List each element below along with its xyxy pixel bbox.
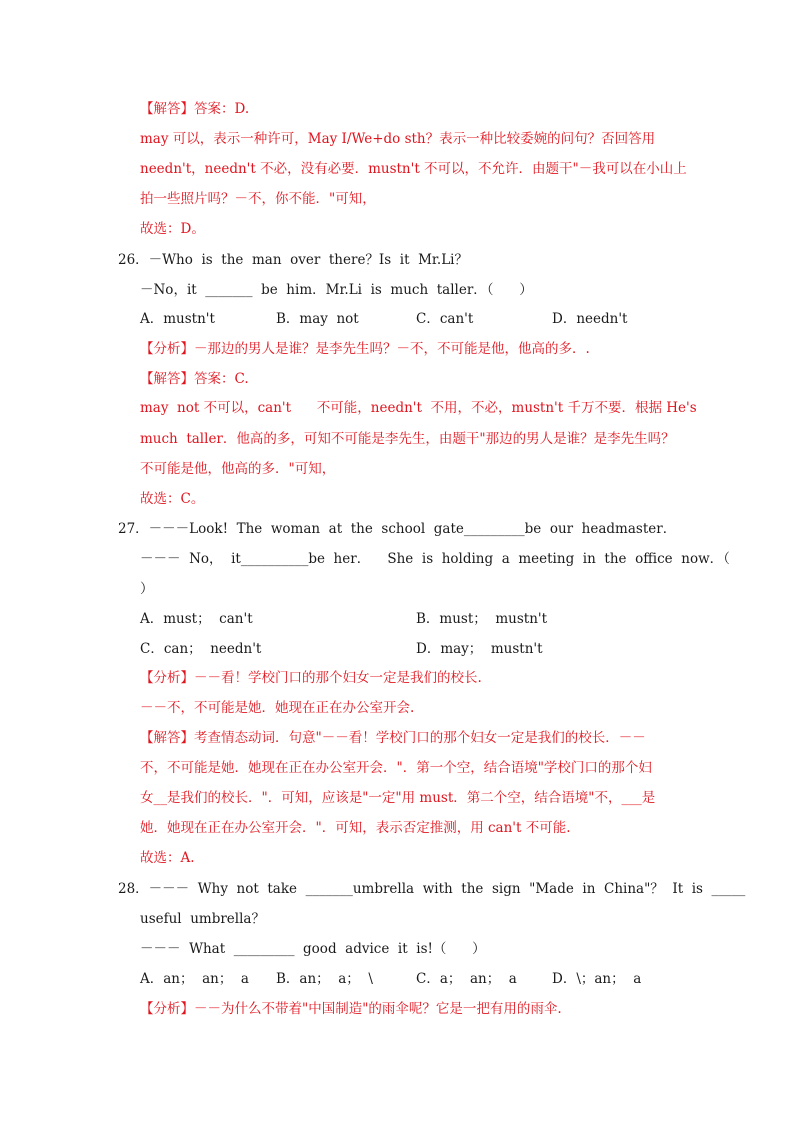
conclusion-line: 故选：C。 bbox=[140, 491, 205, 507]
option-d: D．needn't bbox=[552, 311, 628, 327]
option-c: C．can't bbox=[416, 311, 474, 327]
option-a: A．an； an； a bbox=[140, 971, 249, 987]
option-b: B．an； a； \ bbox=[276, 971, 373, 987]
explanation-line: 【解答】考查情态动词．句意"－－看！学校门口的那个妇女一定是我们的校长．－－ bbox=[140, 730, 646, 746]
option-d: D．may； mustn't bbox=[416, 641, 543, 657]
option-c: C．can； needn't bbox=[140, 641, 262, 657]
option-b: B．may not bbox=[276, 311, 359, 327]
analysis-line: 【分析】－那边的男人是谁？是李先生吗？－不，不可能是他，他高的多．. bbox=[140, 341, 590, 357]
question-stem: 27．－－－Look! The woman at the school gate_________be our headmaster． bbox=[118, 521, 677, 537]
explanation-line: 女__是我们的校长．"．可知，应该是"一定"用 must．第二个空，结合语境"不，___是 bbox=[140, 790, 656, 806]
explanation-line: needn't，needn't 不必，没有必要．mustn't 不可以，不允许．由题干"－我可以在小山上 bbox=[140, 161, 687, 177]
analysis-line: 【分析】－－看！学校门口的那个妇女一定是我们的校长. bbox=[140, 670, 482, 686]
option-c: C．a； an； a bbox=[416, 971, 517, 987]
question-stem: 26．－Who is the man over there？Is it Mr.Li？ bbox=[118, 252, 468, 268]
option-b: B．must； mustn't bbox=[416, 611, 548, 627]
explanation-line: 拍一些照片吗？－不，你不能．"可知， bbox=[140, 191, 376, 207]
explanation-line: much taller．他高的多，可知不可能是李先生，由题干"那边的男人是谁？是李先生吗？ bbox=[140, 431, 675, 447]
option-a: A．must； can't bbox=[140, 611, 253, 627]
analysis-line: －－不，不可能是她．她现在正在办公室开会. bbox=[140, 700, 415, 716]
explanation-line: 不可能是他，他高的多．"可知， bbox=[140, 461, 336, 477]
answer-line: 【解答】答案：D. bbox=[140, 101, 250, 117]
analysis-line: 【分析】－－为什么不带着"中国制造"的雨伞呢？它是一把有用的雨伞. bbox=[140, 1001, 562, 1017]
explanation-line: 她．她现在正在办公室开会．"．可知，表示否定推测，用 can't 不可能. bbox=[140, 820, 571, 836]
question-stem: ） bbox=[140, 581, 154, 597]
conclusion-line: 故选：A. bbox=[140, 850, 195, 866]
option-a: A．mustn't bbox=[140, 311, 215, 327]
explanation-line: may not 不可以，can't 不可能，needn't 不用，不必，mustn't 千万不要．根据 He's bbox=[140, 400, 697, 416]
option-d: D．\；an； a bbox=[552, 971, 642, 987]
conclusion-line: 故选：D。 bbox=[140, 221, 205, 237]
answer-line: 【解答】答案：C. bbox=[140, 371, 249, 387]
explanation-line: 不，不可能是她．她现在正在办公室开会．"．第一个空，结合语境"学校门口的那个妇 bbox=[140, 760, 652, 776]
explanation-line: may 可以，表示一种许可，May I/We+do sth？表示一种比较委婉的问句？否回答用 bbox=[140, 131, 656, 147]
question-stem: －No，it _______ be him．Mr.Li is much taller．（ ） bbox=[140, 282, 533, 298]
question-stem: useful umbrella？ bbox=[140, 911, 265, 927]
question-stem: 28．－－－ Why not take _______umbrella with the sign "Made in China"？ It is _____ bbox=[118, 881, 746, 897]
question-stem: －－－ What _________ good advice it is!（ ） bbox=[140, 941, 486, 957]
question-stem: －－－ No， it__________be her． She is holding a meeting in the office now．（ bbox=[140, 551, 730, 567]
